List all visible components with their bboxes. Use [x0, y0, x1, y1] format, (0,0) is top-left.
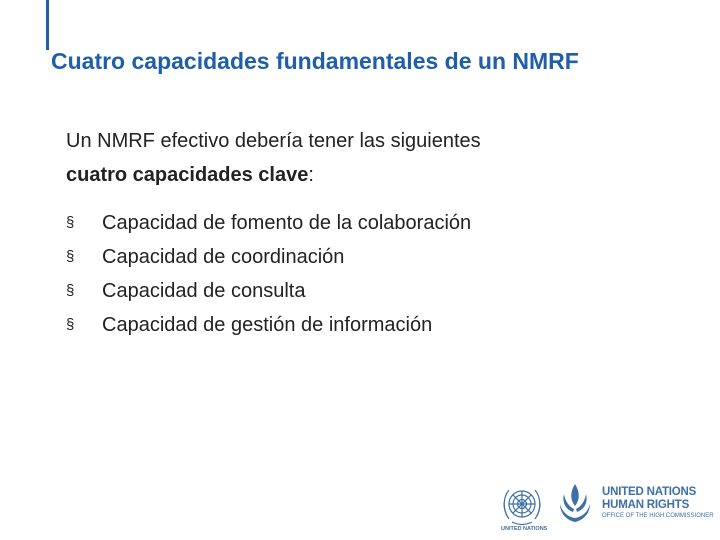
bullet-marker: § — [66, 214, 75, 231]
intro-emphasis: cuatro capacidades clave — [66, 164, 309, 186]
slide-title: Cuatro capacidades fundamentales de un NMRF — [51, 48, 579, 74]
list-item-text: Capacidad de consulta — [102, 280, 306, 302]
list-item — [66, 274, 471, 308]
ohchr-emblem-icon — [556, 480, 594, 526]
bullet-marker: § — [66, 248, 75, 265]
ohchr-line-2: HUMAN RIGHTS — [602, 499, 690, 511]
list-item — [66, 240, 471, 274]
bullet-marker: § — [66, 316, 75, 333]
un-caption: UNITED NATIONS — [501, 526, 548, 532]
intro-paragraph — [66, 124, 626, 192]
footer-logos — [498, 476, 714, 534]
list-item-text: Capacidad de gestión de información — [102, 314, 433, 336]
ohchr-line-1: UNITED NATIONS — [602, 486, 697, 498]
list-item-text: Capacidad de coordinación — [102, 246, 345, 268]
capabilities-list — [66, 206, 471, 342]
list-item — [66, 308, 471, 342]
list-item-text: Capacidad de fomento de la colaboración — [102, 212, 472, 234]
ohchr-wordmark — [602, 486, 714, 521]
bullet-marker: § — [66, 282, 75, 299]
intro-line-1: Un NMRF efectivo debería tener las siguientes — [66, 130, 481, 152]
list-item — [66, 206, 471, 240]
ohchr-line-3: OFFICE OF THE HIGH COMMISSIONER — [602, 513, 714, 519]
intro-colon: : — [308, 164, 314, 186]
title-accent-bar — [46, 0, 49, 50]
